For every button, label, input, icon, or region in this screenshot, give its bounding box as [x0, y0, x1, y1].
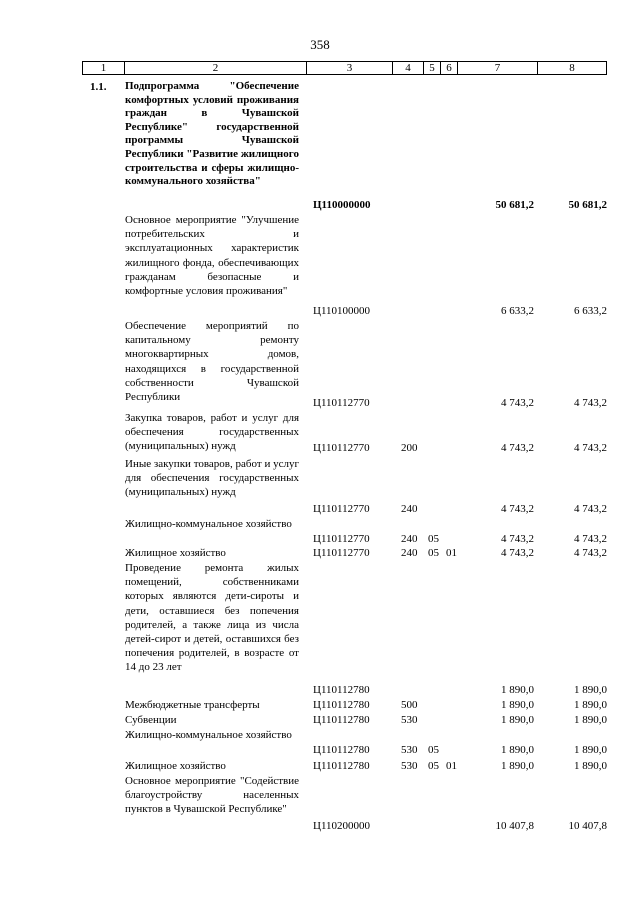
row-value-7: 10 407,8 [495, 820, 534, 832]
row-code: Ц110000000 [313, 199, 371, 211]
row-name: Жилищно-коммунальное хозяйство [125, 729, 292, 741]
row-name: Проведение ремонта жилых помещений, собственниками которых являются дети-сироты и дети, оставшиеся без попечения родителей, а также лица из числа детей-сирот и детей, оставшихся без попечения родителей, в возрасте от 14 до 23 лет [125, 562, 299, 674]
row-code: Ц110112780 [313, 744, 370, 756]
row-code: Ц110112780 [313, 760, 370, 772]
row-value-8: 10 407,8 [568, 820, 607, 832]
row-name: Подпрограмма "Обеспечение комфортных условий проживания граждан в Чувашской Республике" государственной программы Чувашской Республики "Развитие жилищного строительства и сферы жилищно-коммунального хозяйства" [125, 80, 299, 188]
row-code: Ц110200000 [313, 820, 371, 832]
row-value-7: 1 890,0 [501, 760, 534, 772]
row-code: Ц110112770 [313, 397, 370, 409]
row-value-7: 4 743,2 [501, 397, 534, 409]
row-value-8: 4 743,2 [574, 547, 607, 559]
row-col-5: 05 [428, 744, 439, 756]
row-code: Ц110112770 [313, 547, 370, 559]
column-header-5: 5 [423, 62, 440, 74]
column-header-4: 4 [392, 62, 423, 74]
row-value-8: 1 890,0 [574, 744, 607, 756]
row-value-7: 1 890,0 [501, 744, 534, 756]
row-name: Жилищное хозяйство [125, 760, 226, 772]
row-col-6: 01 [446, 760, 457, 772]
row-value-7: 1 890,0 [501, 684, 534, 696]
row-col-4: 240 [401, 533, 418, 545]
row-col-6: 01 [446, 547, 457, 559]
row-col-5: 05 [428, 547, 439, 559]
row-name: Закупка товаров, работ и услуг для обеспечения государственных (муниципальных) нужд [125, 412, 299, 453]
row-col-4: 530 [401, 760, 418, 772]
row-name: Основное мероприятие "Содействие благоустройству населенных пунктов в Чувашской Республике" [125, 775, 299, 816]
row-name: Субвенции [125, 714, 177, 726]
row-value-7: 4 743,2 [501, 503, 534, 515]
row-code: Ц110112780 [313, 684, 370, 696]
row-code: Ц110112770 [313, 533, 370, 545]
row-name: Иные закупки товаров, работ и услуг для обеспечения государственных (муниципальных) нужд [125, 458, 299, 499]
row-name: Жилищное хозяйство [125, 547, 226, 559]
row-value-7: 4 743,2 [501, 442, 534, 454]
row-col-4: 240 [401, 547, 418, 559]
row-code: Ц110100000 [313, 305, 371, 317]
row-value-8: 1 890,0 [574, 760, 607, 772]
column-header-row [82, 61, 607, 75]
row-name: Обеспечение мероприятий по капитальному ремонту многоквартирных домов, находящихся в государственной собственности Чувашской Республики [125, 320, 299, 404]
row-value-7: 4 743,2 [501, 533, 534, 545]
column-header-6: 6 [440, 62, 457, 74]
row-col-4: 500 [401, 699, 418, 711]
row-col-4: 530 [401, 714, 418, 726]
row-value-8: 1 890,0 [574, 684, 607, 696]
row-name: Межбюджетные трансферты [125, 699, 260, 711]
row-value-8: 4 743,2 [574, 503, 607, 515]
row-value-7: 4 743,2 [501, 547, 534, 559]
row-value-7: 1 890,0 [501, 714, 534, 726]
row-value-7: 6 633,2 [501, 305, 534, 317]
row-value-8: 4 743,2 [574, 397, 607, 409]
column-header-3: 3 [306, 62, 392, 74]
row-value-8: 1 890,0 [574, 714, 607, 726]
row-value-7: 50 681,2 [495, 199, 534, 211]
row-number: 1.1. [90, 81, 107, 93]
row-col-5: 05 [428, 533, 439, 545]
row-name: Основное мероприятие "Улучшение потребительских и эксплуатационных характеристик жилищного фонда, обеспечивающих гражданам безопасные и комфортные условия проживания" [125, 214, 299, 298]
row-col-4: 240 [401, 503, 418, 515]
row-code: Ц110112780 [313, 714, 370, 726]
row-col-4: 200 [401, 442, 418, 454]
row-value-8: 50 681,2 [568, 199, 607, 211]
column-header-8: 8 [537, 62, 606, 74]
row-col-4: 530 [401, 744, 418, 756]
page-number: 358 [310, 37, 330, 52]
row-value-8: 4 743,2 [574, 533, 607, 545]
column-header-7: 7 [457, 62, 537, 74]
row-value-8: 4 743,2 [574, 442, 607, 454]
row-name: Жилищно-коммунальное хозяйство [125, 518, 292, 530]
row-code: Ц110112770 [313, 503, 370, 515]
row-value-7: 1 890,0 [501, 699, 534, 711]
row-code: Ц110112770 [313, 442, 370, 454]
row-value-8: 6 633,2 [574, 305, 607, 317]
column-header-1: 1 [100, 62, 107, 74]
row-value-8: 1 890,0 [574, 699, 607, 711]
row-col-5: 05 [428, 760, 439, 772]
row-code: Ц110112780 [313, 699, 370, 711]
column-header-2: 2 [124, 62, 306, 74]
